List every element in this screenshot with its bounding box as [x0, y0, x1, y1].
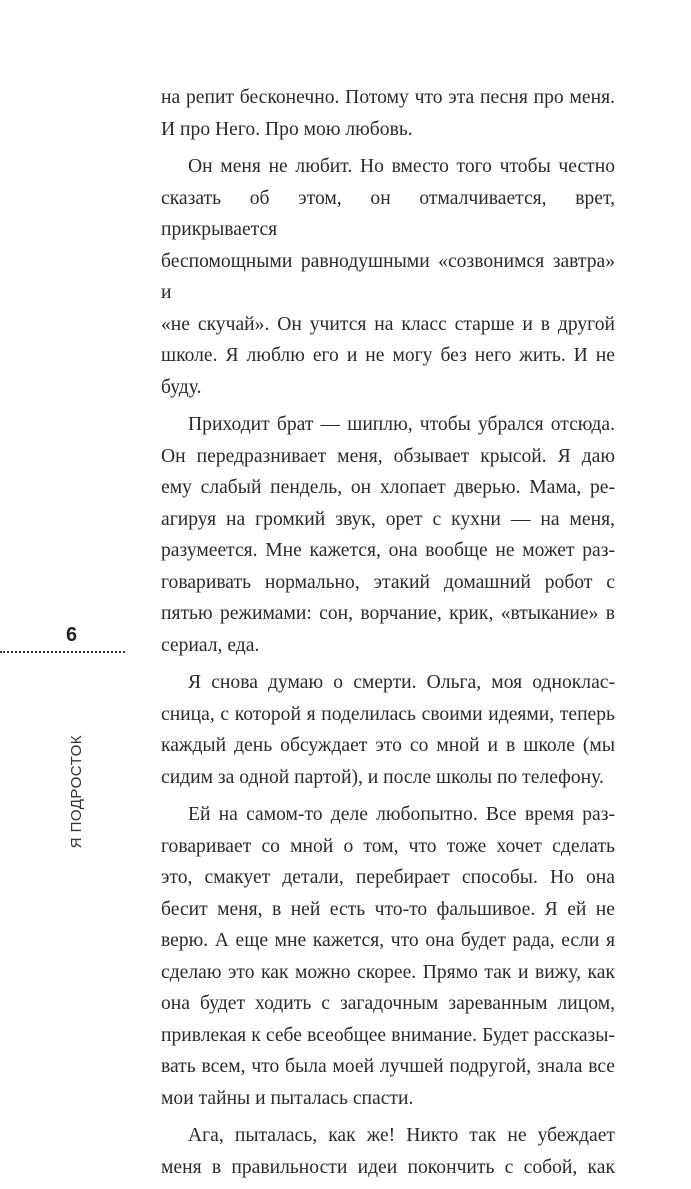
text-line: Приходит брат — шиплю, чтобы убрался отсюда.: [188, 414, 615, 435]
text-line: верю. А еще мне кажется, что она будет рада, если я: [161, 930, 615, 951]
text-line: пятью режимами: сон, ворчание, крик, «втыкание» в: [161, 603, 615, 624]
text-line: привлекая к себе всеобщее внимание. Будет рассказы-: [161, 1024, 615, 1046]
text-line: каждый день обсуждает это со мной и в школе (мы: [161, 735, 615, 756]
text-line: «не скучай». Он учится на класс старше и в другой: [161, 313, 615, 335]
text-line: сидим за одной партой), и после школы по телефону.: [161, 766, 604, 788]
text-line: разумеется. Мне кажется, она вообще не может раз-: [161, 540, 615, 561]
text-line: это, смакует детали, перебирает способы. Но она: [161, 867, 615, 888]
text-line: говаривать нормально, этакий домашний робот с: [161, 571, 615, 593]
page-number: 6: [66, 624, 78, 646]
text-line: сделаю это как можно скорее. Прямо так и вижу, как: [161, 961, 615, 983]
text-line: Ей на самом-то деле любопытно. Все время раз-: [188, 804, 615, 825]
text-line: И про Него. Про мою любовь.: [161, 118, 413, 140]
text-line: ему слабый пендель, он хлопает дверью. Мама, ре-: [161, 477, 615, 498]
text-line: Он передразнивает меня, обзывает крысой. Я даю: [161, 445, 615, 467]
text-line: Он меня не любит. Но вместо того чтобы честно: [188, 156, 615, 177]
text-line: Ага, пыталась, как же! Никто так не убеждает: [188, 1125, 615, 1146]
text-line: агируя на громкий звук, орет с кухни — на меня,: [161, 508, 615, 530]
dotted-divider: [0, 651, 125, 653]
text-line: на репит бесконечно. Потому что эта песня про меня.: [161, 87, 615, 108]
body-text: [161, 82, 615, 1189]
text-line: беспомощными равнодушными «созвонимся завтра» и: [161, 250, 615, 303]
running-head: Я ПОДРОСТОК: [68, 735, 85, 849]
paragraph-2: [161, 151, 615, 403]
paragraph-4: [161, 667, 615, 793]
text-line: меня в правильности идеи покончить с собой, как: [161, 1156, 615, 1178]
text-line: школе. Я люблю его и не могу без него жить. И не: [161, 345, 615, 366]
text-line: бесит меня, в ней есть что-то фальшивое. Я ей не: [161, 898, 615, 920]
text-line: мои тайны и пыталась спасти.: [161, 1087, 414, 1109]
text-line: сериал, еда.: [161, 634, 260, 656]
text-line: сница, с которой я поделилась своими идеями, теперь: [161, 703, 615, 725]
paragraph-3: [161, 409, 615, 661]
paragraph-6: [161, 1120, 615, 1183]
text-line: сказать об этом, он отмалчивается, врет, прикрывается: [161, 187, 615, 240]
text-line: Я снова думаю о смерти. Ольга, моя одноклас-: [188, 672, 615, 693]
text-line: вать всем, что была моей лучшей подругой, знала все: [161, 1056, 615, 1077]
text-line: она будет ходить с загадочным зареванным лицом,: [161, 993, 615, 1014]
paragraph-5: [161, 799, 615, 1114]
text-line: буду.: [161, 376, 202, 398]
text-line: говаривает со мной о том, что тоже хочет сделать: [161, 835, 615, 857]
paragraph-1: [161, 82, 615, 145]
